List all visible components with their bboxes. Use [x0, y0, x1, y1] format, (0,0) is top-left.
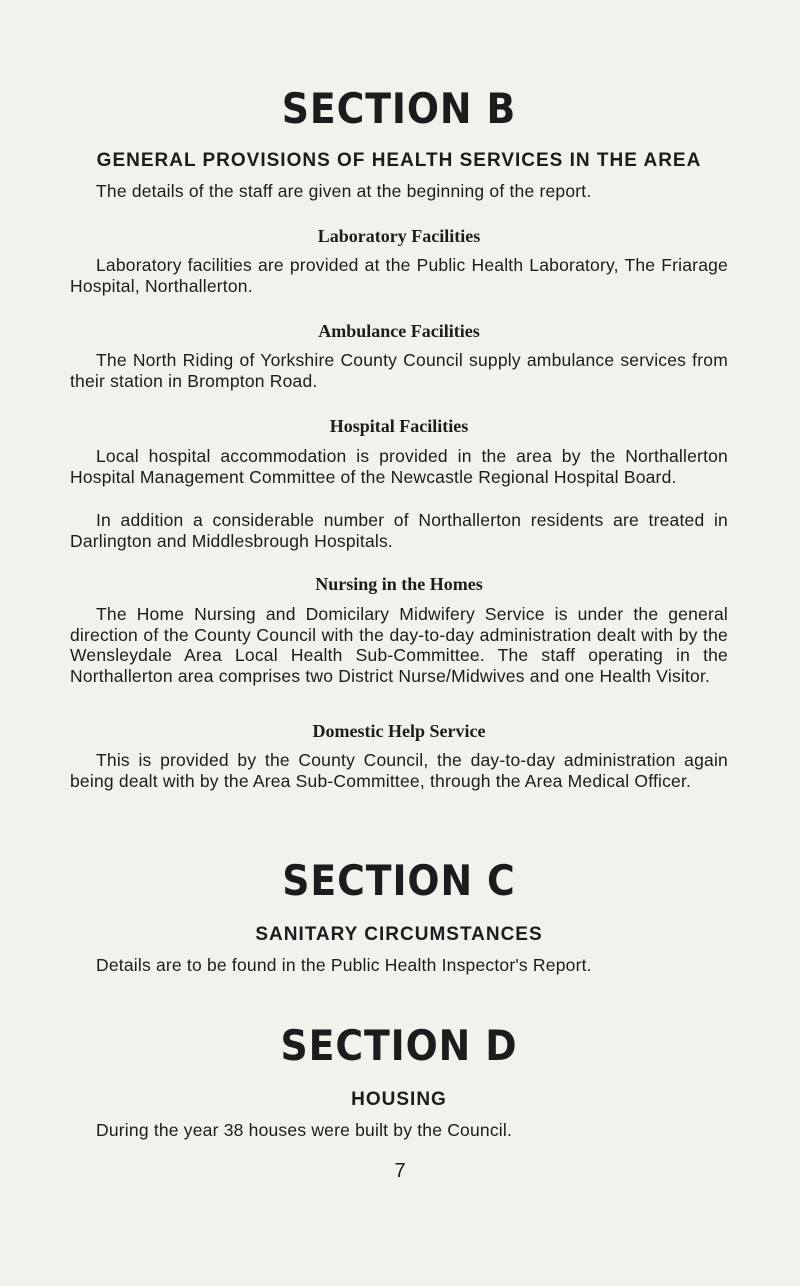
section-c-text: Details are to be found in the Public Health Inspector's Report. — [96, 955, 592, 975]
domestic-heading: Domestic Help Service — [312, 721, 486, 741]
ambulance-text: The North Riding of Yorkshire County Council supply ambulance services from their station in Brompton Road. — [70, 350, 728, 391]
section-c-title: SECTION C — [282, 856, 516, 905]
hospital-text-2: In addition a considerable number of Northallerton residents are treated in Darlington and Middlesbrough Hospitals. — [70, 510, 728, 551]
domestic-text: This is provided by the County Council, the day-to-day administration again being dealt with by the Area Sub-Committee, through the Area Medical Officer. — [70, 750, 728, 791]
section-c-heading: SANITARY CIRCUMSTANCES — [255, 924, 543, 945]
page-number: 7 — [394, 1160, 406, 1182]
nursing-text: The Home Nursing and Domicilary Midwifery Service is under the general direction of the County Council with the day-to-day administration dealt with by the Wensleydale Area Local Health Sub-Committee. The staff operating in the Northallerton area comprises two District Nurse/Midwives and one Health Visitor. — [70, 604, 728, 686]
hospital-text-1: Local hospital accommodation is provided in the area by the Northallerton Hospital Management Committee of the Newcastle Regional Hospital Board. — [70, 446, 728, 487]
section-d-title: SECTION D — [280, 1021, 518, 1070]
laboratory-heading: Laboratory Facilities — [317, 226, 481, 246]
nursing-heading: Nursing in the Homes — [315, 574, 483, 594]
hospital-heading: Hospital Facilities — [329, 416, 469, 436]
section-b-heading: GENERAL PROVISIONS OF HEALTH SERVICES IN THE AREA — [96, 150, 702, 171]
laboratory-text: Laboratory facilities are provided at the Public Health Laboratory, The Friarage Hospital, Northallerton. — [70, 255, 728, 296]
section-d-heading: HOUSING — [351, 1089, 447, 1110]
section-d-text: During the year 38 houses were built by the Council. — [96, 1120, 513, 1140]
section-b-intro: The details of the staff are given at the beginning of the report. — [96, 181, 592, 201]
section-b-title: SECTION B — [281, 84, 517, 133]
ambulance-heading: Ambulance Facilities — [318, 321, 480, 341]
